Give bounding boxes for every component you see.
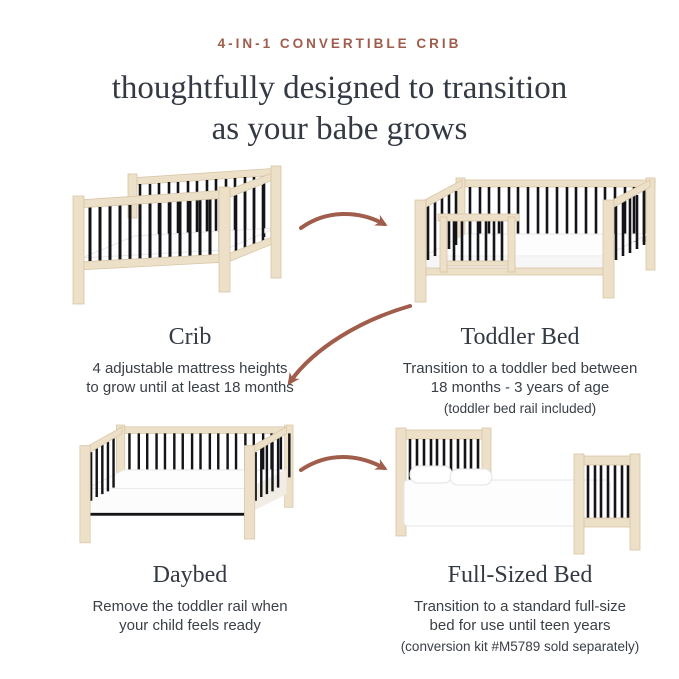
stage-full-sized-bed-desc-line2: bed for use until teen years [429,617,611,634]
tagline: 4-IN-1 CONVERTIBLE CRIB [217,36,462,51]
stage-crib-name: Crib [168,324,212,350]
page-title-line1: thoughtfully designed to transition [111,70,568,106]
toddler-bed-illustration [396,158,664,320]
stage-full-sized-bed-note: (conversion kit #M5789 sold separately) [400,639,640,654]
stage-full-sized-bed [360,562,679,655]
full-sized-bed-illustration [390,424,644,560]
page-title [0,68,679,150]
stage-full-sized-bed-name: Full-Sized Bed [447,562,593,588]
stage-crib-desc-line1: 4 adjustable mattress heights [92,360,288,377]
arrow-crib-to-toddler-icon [296,198,398,242]
stage-toddler-bed-desc-line1: Transition to a toddler bed between [402,360,638,377]
crib-illustration [56,154,300,320]
stage-daybed-desc-line2: your child feels ready [119,617,261,634]
stage-full-sized-bed-desc [360,597,679,635]
daybed-illustration [64,410,294,555]
stage-toddler-bed-name: Toddler Bed [460,324,580,350]
stage-daybed [30,562,350,635]
stage-crib-desc-line2: to grow until at least 18 months [86,379,294,396]
stage-daybed-desc [30,597,350,635]
page-title-line2: as your babe grows [211,111,468,147]
stage-toddler-bed-note: (toddler bed rail included) [443,401,597,416]
stage-toddler-bed-desc-line2: 18 months - 3 years of age [430,379,610,396]
stage-daybed-name: Daybed [152,562,228,588]
arrow-toddler-to-daybed-icon [276,298,418,398]
stage-full-sized-bed-desc-line1: Transition to a standard full-size [413,598,627,615]
arrow-daybed-to-fullbed-icon [296,442,398,486]
stage-daybed-desc-line1: Remove the toddler rail when [92,598,288,615]
